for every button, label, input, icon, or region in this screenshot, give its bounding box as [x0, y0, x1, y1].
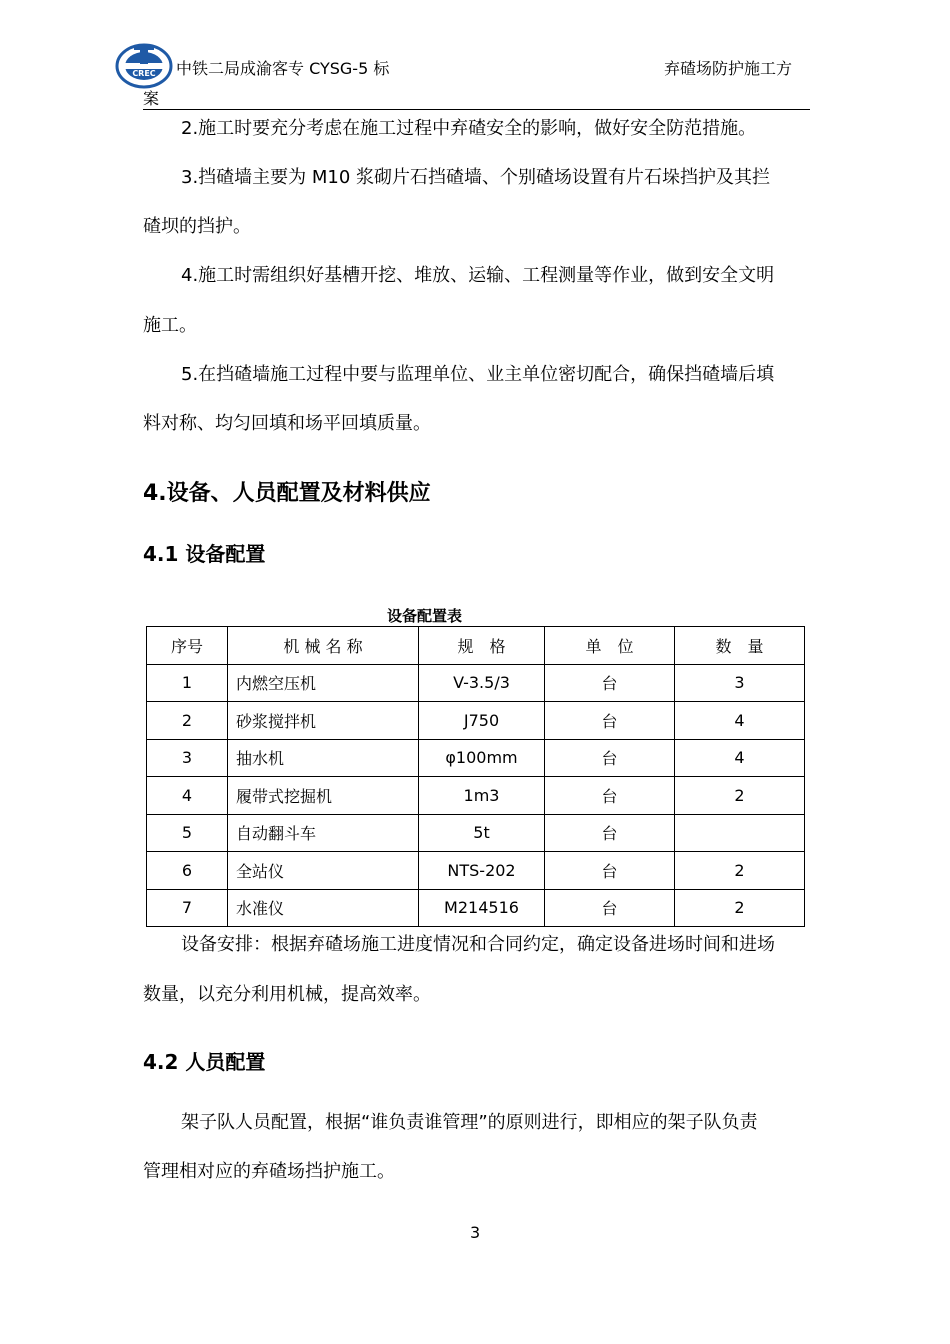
paragraph-item-4-line2: 施工。: [143, 315, 197, 336]
table-cell: 1: [147, 664, 228, 702]
table-cell: NTS-202: [419, 852, 545, 890]
table-cell: 自动翻斗车: [228, 814, 419, 852]
table-cell: 3: [675, 664, 805, 702]
table-cell: 台: [545, 702, 675, 740]
table-cell: J750: [419, 702, 545, 740]
table-title: 设备配置表: [387, 607, 463, 625]
paragraph-item-3-line2: 碴坝的挡护。: [143, 216, 251, 237]
table-cell: 4: [675, 702, 805, 740]
paragraph-item-5-line1: 5.在挡碴墙施工过程中要与监理单位、业主单位密切配合，确保挡碴墙后填: [181, 364, 775, 385]
section-heading-4: 4.设备、人员配置及材料供应: [143, 481, 431, 506]
table-header-cell: 机 械 名 称: [228, 627, 419, 665]
header-document-title: 弃碴场防护施工方: [664, 59, 793, 78]
table-cell: 3: [147, 739, 228, 777]
table-cell: 4: [675, 739, 805, 777]
table-header-cell: 单 位: [545, 627, 675, 665]
personnel-paragraph-line2: 管理相对应的弃碴场挡护施工。: [143, 1161, 395, 1182]
table-cell: 台: [545, 889, 675, 927]
table-row: [147, 889, 805, 927]
table-cell: 2: [675, 777, 805, 815]
page-number: 3: [470, 1223, 481, 1242]
table-header-cell: 序号: [147, 627, 228, 665]
table-header-cell: 规 格: [419, 627, 545, 665]
header-project-name: 中铁二局成渝客专 CYSG-5 标: [176, 59, 390, 78]
table-header-cell: 数 量: [675, 627, 805, 665]
table-cell: 5t: [419, 814, 545, 852]
subsection-heading-4-1: 4.1 设备配置: [143, 542, 266, 566]
table-cell: 6: [147, 852, 228, 890]
equipment-note-line2: 数量，以充分利用机械，提高效率。: [143, 984, 431, 1005]
table-cell: 2: [147, 702, 228, 740]
table-cell: 台: [545, 777, 675, 815]
table-cell: 1m3: [419, 777, 545, 815]
header-divider: [143, 109, 810, 110]
table-cell: 台: [545, 664, 675, 702]
table-row: [147, 664, 805, 702]
table-row: [147, 702, 805, 740]
subsection-heading-4-2: 4.2 人员配置: [143, 1050, 266, 1074]
table-cell: 5: [147, 814, 228, 852]
table-cell: 抽水机: [228, 739, 419, 777]
svg-text:CREC: CREC: [132, 69, 156, 78]
table-cell: 台: [545, 739, 675, 777]
table-cell: M214516: [419, 889, 545, 927]
table-cell: φ100mm: [419, 739, 545, 777]
table-header-row: [147, 627, 805, 665]
equipment-note-line1: 设备安排：根据弃碴场施工进度情况和合同约定，确定设备进场时间和进场: [181, 934, 775, 955]
table-cell: 2: [675, 889, 805, 927]
table-cell: 履带式挖掘机: [228, 777, 419, 815]
table-cell: [675, 814, 805, 852]
table-cell: 台: [545, 814, 675, 852]
paragraph-item-4-line1: 4.施工时需组织好基槽开挖、堆放、运输、工程测量等作业，做到安全文明: [181, 265, 775, 286]
paragraph-item-2: 2.施工时要充分考虑在施工过程中弃碴安全的影响，做好安全防范措施。: [181, 118, 757, 139]
table-row: [147, 814, 805, 852]
table-cell: 2: [675, 852, 805, 890]
company-logo-icon: [114, 42, 174, 90]
paragraph-item-5-line2: 料对称、均匀回填和场平回填质量。: [143, 413, 431, 434]
table-row: [147, 852, 805, 890]
table-cell: V-3.5/3: [419, 664, 545, 702]
table-cell: 4: [147, 777, 228, 815]
paragraph-item-3-line1: 3.挡碴墙主要为 M10 浆砌片石挡碴墙、个别碴场设置有片石垛挡护及其拦: [181, 167, 771, 188]
header-project-name-wrap: 案: [143, 89, 160, 108]
table-cell: 全站仪: [228, 852, 419, 890]
equipment-table: [146, 626, 805, 927]
table-cell: 7: [147, 889, 228, 927]
table-cell: 台: [545, 852, 675, 890]
table-cell: 水准仪: [228, 889, 419, 927]
personnel-paragraph-line1: 架子队人员配置，根据“谁负责谁管理”的原则进行，即相应的架子队负责: [181, 1112, 758, 1133]
table-cell: 砂浆搅拌机: [228, 702, 419, 740]
table-row: [147, 777, 805, 815]
table-cell: 内燃空压机: [228, 664, 419, 702]
table-row: [147, 739, 805, 777]
